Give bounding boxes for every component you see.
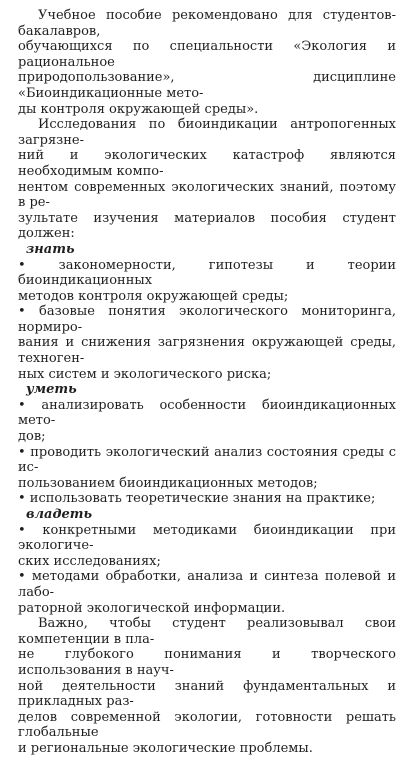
can-item: • использовать теоретические знания на практике;	[18, 491, 376, 507]
research-paragraph: Исследования по биоиндикации антропогенных загрязне- ний и экологических катастроф являются необходимым компо- нентом современных экологических знаний, поэтому в ре- зультате изучения материалов пособия студент должен:	[18, 117, 396, 242]
know-item: • закономерности, гипотезы и теории биоиндикационных методов контроля окружающей среды;	[18, 257, 396, 304]
can-item: • анализировать особенности биоиндикационных мето- дов;	[18, 397, 396, 445]
intro-paragraph: Учебное пособие рекомендовано для студентов-бакалавров, обучающихся по специальности «Экология и рациональное природопользование», дисциплине «Биоиндикационные мето- ды контроля окружающей среды».	[18, 8, 396, 117]
master-heading: владеть	[26, 507, 93, 522]
conclusion-paragraph: Важно, чтобы студент реализовывал свои компетенции в пла- не глубокого понимания и творческого использования в науч- ной деятельности знаний фундаментальных и прикладных раз- делов современной экологии, готовности решать глобальные и региональные экологические проблемы.	[18, 616, 396, 756]
know-heading: знать	[26, 241, 75, 257]
know-item: • базовые понятия экологического мониторинга, нормиро- вания и снижения загрязнения окружающей среды, техноген- ных систем и экологического риска;	[18, 304, 396, 382]
master-item: • методами обработки, анализа и синтеза полевой и лабо- раторной экологической информации.	[18, 569, 396, 616]
can-heading: уметь	[26, 382, 77, 398]
master-item: • конкретными методиками биоиндикации при экологиче- ских исследованиях;	[18, 522, 396, 569]
can-item: • проводить экологический анализ состояния среды с ис- пользованием биоиндикационных методов;	[18, 444, 396, 491]
